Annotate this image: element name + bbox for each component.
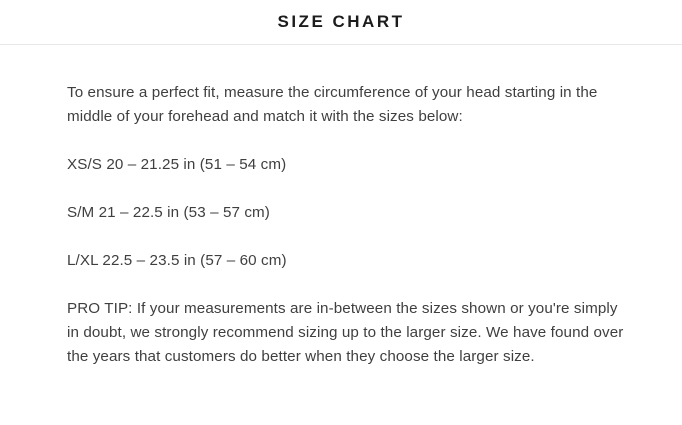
intro-paragraph: To ensure a perfect fit, measure the circumference of your head starting in the middle of your forehead and match it with the sizes below: xyxy=(67,84,598,125)
size-row-xs-s: XS/S 20 – 21.25 in (51 – 54 cm) xyxy=(67,156,287,173)
page-title: SIZE CHART xyxy=(277,12,405,31)
size-row-s-m: S/M 21 – 22.5 in (53 – 57 cm) xyxy=(67,204,270,221)
size-chart-content xyxy=(0,45,682,369)
size-chart-header xyxy=(0,0,682,45)
size-row-l-xl: L/XL 22.5 – 23.5 in (57 – 60 cm) xyxy=(67,252,287,269)
pro-tip-paragraph: PRO TIP: If your measurements are in-between the sizes shown or you're simply in doubt, we strongly recommend sizing up to the larger size. We have found over the years that customers do better when they choose the larger size. xyxy=(67,300,624,365)
